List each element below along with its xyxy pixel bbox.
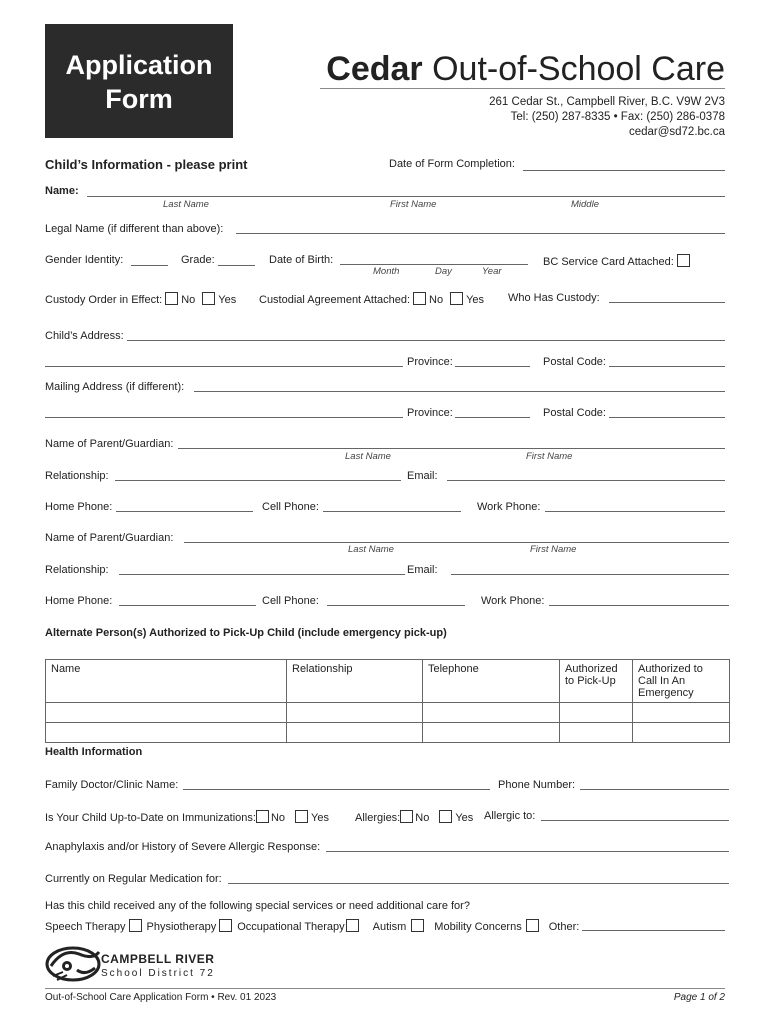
name-middle-hint: Middle (571, 199, 599, 210)
custody-yes-label: Yes (218, 294, 237, 306)
parent2-work-label: Work Phone: (481, 595, 545, 607)
pickup-header-name: Name (46, 660, 287, 703)
physiotherapy-checkbox[interactable] (219, 919, 232, 932)
pickup-cell[interactable] (633, 723, 730, 743)
title-bold: Cedar (326, 50, 423, 88)
agreement-no-label: No (429, 294, 444, 306)
gender-field[interactable] (131, 265, 168, 266)
parent2-name-field[interactable] (184, 542, 729, 543)
name-field[interactable] (87, 196, 725, 197)
footer-rule (45, 988, 725, 989)
agreement-yes-label: Yes (466, 294, 485, 306)
email-text: cedar@sd72.bc.ca (628, 126, 725, 138)
grade-label: Grade: (181, 254, 215, 266)
bc-card-item (543, 254, 693, 268)
name-label: Name: (45, 185, 79, 197)
parent2-relationship-field[interactable] (119, 574, 405, 575)
medication-field[interactable] (228, 883, 729, 884)
child-address-field[interactable] (127, 340, 725, 341)
allergic-to-field[interactable] (541, 820, 729, 821)
parent2-home-label: Home Phone: (45, 595, 113, 607)
pickup-table (45, 659, 730, 743)
parent2-email-field[interactable] (451, 574, 729, 575)
pickup-cell[interactable] (287, 703, 423, 723)
immunization-no-checkbox[interactable] (256, 810, 269, 823)
dob-label: Date of Birth: (269, 254, 334, 266)
parent1-cell-field[interactable] (323, 511, 461, 512)
speech-therapy-checkbox[interactable] (129, 919, 142, 932)
pickup-cell[interactable] (560, 723, 633, 743)
anaphylaxis-label: Anaphylaxis and/or History of Severe Allergic Response: (45, 841, 321, 853)
special-services-row (45, 919, 579, 933)
parent2-work-field[interactable] (549, 605, 729, 606)
parent1-email-field[interactable] (447, 480, 725, 481)
legal-name-label: Legal Name (if different than above): (45, 223, 224, 235)
autism-checkbox[interactable] (411, 919, 424, 932)
school-district-logo (45, 942, 235, 982)
child-postal-label: Postal Code: (543, 356, 606, 368)
application-form-box (45, 24, 233, 138)
mailing-postal-field[interactable] (609, 417, 725, 418)
doctor-field[interactable] (183, 789, 490, 790)
dob-month-hint: Month (373, 266, 400, 277)
custody-label: Custody Order in Effect: (45, 294, 163, 306)
mailing-postal-label: Postal Code: (543, 407, 606, 419)
child-postal-field[interactable] (609, 366, 725, 367)
immunization-no-label: No (270, 812, 285, 824)
mailing-field[interactable] (194, 391, 725, 392)
agreement-item (259, 292, 484, 306)
anaphylaxis-field[interactable] (326, 851, 729, 852)
mobility-label: Mobility Concerns (434, 921, 522, 933)
allergies-yes-label: Yes (455, 812, 474, 824)
agreement-label: Custodial Agreement Attached: (259, 294, 411, 306)
logo-line1: CAMPBELL RIVER (101, 952, 215, 966)
child-address-field-2[interactable] (45, 366, 403, 367)
parent1-cell-label: Cell Phone: (262, 501, 319, 513)
parent1-first-hint: First Name (526, 451, 573, 462)
parent1-home-label: Home Phone: (45, 501, 113, 513)
parent2-email-label: Email: (407, 564, 438, 576)
mailing-label: Mailing Address (if different): (45, 381, 185, 393)
bc-card-checkbox[interactable] (677, 254, 690, 267)
parent1-name-field[interactable] (178, 448, 725, 449)
page-title (326, 50, 725, 89)
dob-day-hint: Day (435, 266, 452, 277)
parent2-cell-field[interactable] (327, 605, 465, 606)
logo-line2: School District 72 (101, 968, 215, 979)
child-section-title: Child’s Information - please print (45, 157, 248, 172)
pickup-section-title: Alternate Person(s) Authorized to Pick-Up Child (include emergency pick-up) (45, 627, 447, 639)
parent2-first-hint: First Name (530, 544, 577, 555)
box-line1: Application (65, 50, 213, 80)
mailing-field-2[interactable] (45, 417, 403, 418)
pickup-header-pickup: Authorized to Pick-Up (560, 660, 633, 703)
allergies-no-checkbox[interactable] (400, 810, 413, 823)
gender-label: Gender Identity: (45, 254, 124, 266)
dob-year-hint: Year (482, 266, 502, 277)
agreement-yes-checkbox[interactable] (450, 292, 463, 305)
doctor-label: Family Doctor/Clinic Name: (45, 779, 179, 791)
custody-no-checkbox[interactable] (165, 292, 178, 305)
salmon-icon (45, 942, 105, 984)
allergies-label: Allergies: (355, 812, 401, 824)
table-row (46, 703, 730, 723)
special-services-label: Has this child received any of the following special services or need additional care for? (45, 900, 470, 912)
page-number: Page 1 of 2 (673, 992, 725, 1003)
parent1-relationship-label: Relationship: (45, 470, 109, 482)
occupational-therapy-checkbox[interactable] (346, 919, 359, 932)
pickup-cell[interactable] (560, 703, 633, 723)
table-row (46, 723, 730, 743)
pickup-header-relationship: Relationship (287, 660, 423, 703)
mailing-province-label: Province: (407, 407, 453, 419)
parent2-cell-label: Cell Phone: (262, 595, 319, 607)
parent1-work-label: Work Phone: (477, 501, 541, 513)
autism-label: Autism (372, 921, 407, 933)
allergies-no-label: No (415, 812, 430, 824)
pickup-header-row (46, 660, 730, 703)
immunization-yes-label: Yes (311, 812, 329, 824)
pickup-cell[interactable] (423, 723, 560, 743)
box-line2: Form (105, 84, 173, 114)
allergies-item (355, 810, 473, 824)
parent2-relationship-label: Relationship: (45, 564, 109, 576)
doctor-phone-field[interactable] (580, 789, 729, 790)
mobility-checkbox[interactable] (526, 919, 539, 932)
doctor-phone-label: Phone Number: (498, 779, 576, 791)
parent2-name-label: Name of Parent/Guardian: (45, 532, 174, 544)
pickup-cell[interactable] (287, 723, 423, 743)
contact-text: Tel: (250) 287-8335 • Fax: (250) 286-0378 (510, 111, 725, 123)
bc-card-label: BC Service Card Attached: (543, 256, 674, 268)
custody-item (45, 292, 236, 306)
parent1-home-field[interactable] (116, 511, 253, 512)
pickup-header-emergency: Authorized to Call In An Emergency (633, 660, 730, 703)
legal-name-field[interactable] (236, 233, 725, 234)
occupational-therapy-label: Occupational Therapy (237, 921, 345, 933)
grade-field[interactable] (218, 265, 255, 266)
pickup-cell[interactable] (46, 703, 287, 723)
parent1-name-label: Name of Parent/Guardian: (45, 438, 174, 450)
immunization-yes-checkbox[interactable] (295, 810, 308, 823)
physiotherapy-label: Physiotherapy (146, 921, 217, 933)
parent1-last-hint: Last Name (345, 451, 391, 462)
mailing-province-field[interactable] (455, 417, 530, 418)
pickup-cell[interactable] (46, 723, 287, 743)
footer-left-text: Out-of-School Care Application Form • Rev. 01 2023 (45, 992, 277, 1003)
medication-label: Currently on Regular Medication for: (45, 873, 222, 885)
date-completion-label: Date of Form Completion: (389, 158, 515, 170)
allergic-to-label: Allergic to: (484, 810, 536, 822)
pickup-cell[interactable] (633, 703, 730, 723)
speech-therapy-label: Speech Therapy (45, 921, 126, 933)
parent2-last-hint: Last Name (348, 544, 394, 555)
who-custody-field[interactable] (609, 302, 725, 303)
agreement-no-checkbox[interactable] (413, 292, 426, 305)
other-field[interactable] (582, 930, 725, 931)
child-province-field[interactable] (455, 366, 530, 367)
child-address-label: Child’s Address: (45, 330, 124, 342)
title-rule (320, 88, 725, 89)
name-last-hint: Last Name (163, 199, 209, 210)
parent2-home-field[interactable] (119, 605, 256, 606)
name-first-hint: First Name (390, 199, 437, 210)
health-section-title: Health Information (45, 746, 143, 758)
immunization-item (45, 810, 329, 824)
title-rest: Out-of-School Care (422, 50, 725, 88)
parent1-email-label: Email: (407, 470, 438, 482)
pickup-header-telephone: Telephone (423, 660, 560, 703)
other-label: Other: (548, 921, 580, 933)
parent1-work-field[interactable] (545, 511, 725, 512)
parent1-relationship-field[interactable] (115, 480, 401, 481)
custody-no-label: No (181, 294, 196, 306)
allergies-yes-checkbox[interactable] (439, 810, 452, 823)
child-province-label: Province: (407, 356, 453, 368)
who-custody-label: Who Has Custody: (508, 292, 600, 304)
date-completion-field[interactable] (523, 170, 725, 171)
dob-field[interactable] (340, 264, 528, 265)
custody-yes-checkbox[interactable] (202, 292, 215, 305)
address-text: 261 Cedar St., Campbell River, B.C. V9W 2V3 (489, 96, 725, 108)
pickup-cell[interactable] (423, 703, 560, 723)
immunization-label: Is Your Child Up-to-Date on Immunizations: (45, 812, 256, 824)
